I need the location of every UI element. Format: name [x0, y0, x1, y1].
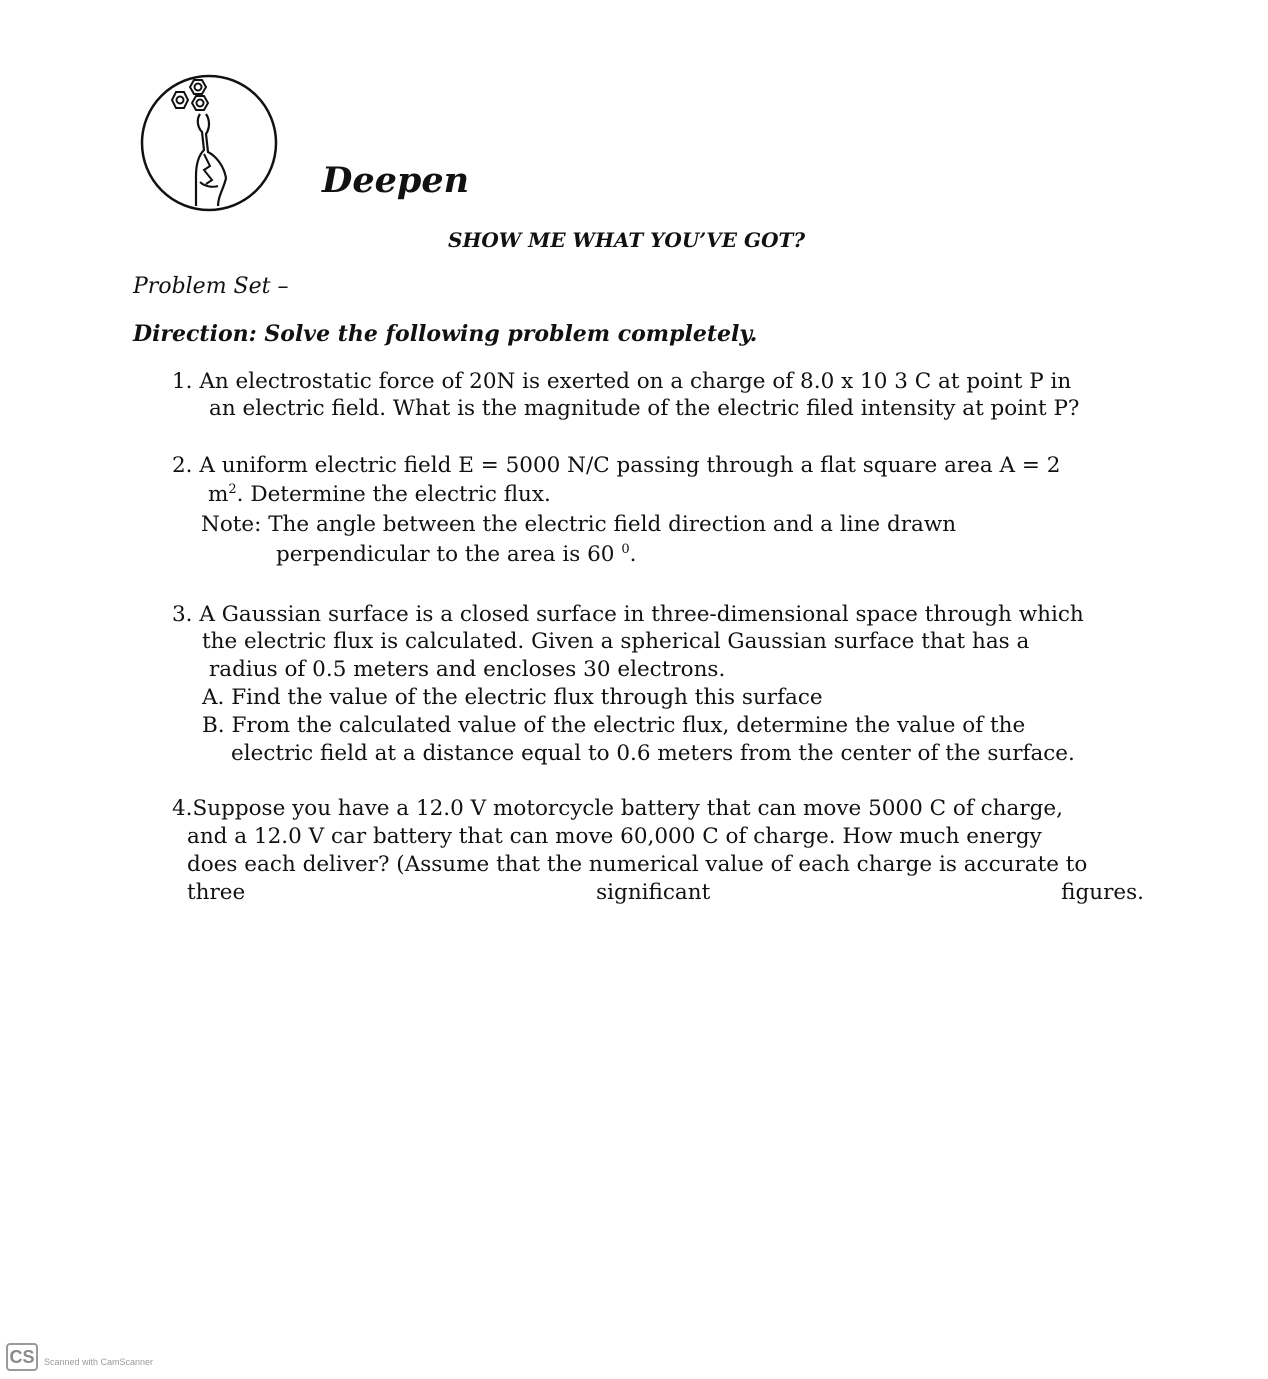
problem-set-label: Problem Set –	[133, 274, 289, 299]
problem-1-line-1: 1. An electrostatic force of 20N is exerted on a charge of 8.0 x 10 3 C at point P in	[172, 369, 1072, 394]
problem-3-line-2: the electric flux is calculated. Given a spherical Gaussian surface that has a	[202, 629, 1030, 654]
camscanner-logo: CS	[6, 1343, 38, 1371]
camscanner-text: Scanned with CamScanner	[44, 1357, 154, 1367]
problem-4-word: significant	[596, 880, 711, 905]
problem-4-word: figures.	[1061, 880, 1144, 905]
page-title: Deepen	[322, 160, 470, 201]
problem-3-part-a: A. Find the value of the electric flux through this surface	[202, 685, 823, 710]
problem-4-line-2: and a 12.0 V car battery that can move 60,000 C of charge. How much energy	[187, 824, 1042, 849]
problem-3-line-3: radius of 0.5 meters and encloses 30 electrons.	[209, 657, 726, 682]
problem-1-line-2: an electric field. What is the magnitude of the electric filed intensity at point P?	[209, 396, 1080, 421]
direction-text: Direction: Solve the following problem completely.	[133, 321, 758, 347]
problem-2-line-1: 2. A uniform electric field E = 5000 N/C passing through a flat square area A = 2	[172, 453, 1061, 478]
problem-4-line-1: 4.Suppose you have a 12.0 V motorcycle battery that can move 5000 C of charge,	[172, 796, 1063, 821]
problem-3-part-b-line-1: B. From the calculated value of the electric flux, determine the value of the	[202, 713, 1026, 738]
page-subtitle: SHOW ME WHAT YOU’VE GOT?	[448, 228, 806, 252]
problem-2-line-2: $m^2$. Determine the electric flux.	[208, 482, 551, 507]
problem-4-word: three	[187, 880, 246, 905]
problem-2-note-line-1: Note: The angle between the electric field direction and a line drawn	[201, 512, 957, 537]
hand-with-nuts-icon	[138, 70, 280, 212]
problem-3-line-1: 3. A Gaussian surface is a closed surface in three-dimensional space through which	[172, 602, 1084, 627]
problem-4-line-4	[187, 880, 1144, 905]
problem-4-line-3: does each deliver? (Assume that the numerical value of each charge is accurate to	[187, 852, 1088, 877]
problem-2-note-line-2: perpendicular to the area is 60 $^0$.	[276, 542, 637, 567]
problem-3-part-b-line-2: electric field at a distance equal to 0.6 meters from the center of the surface.	[231, 741, 1075, 766]
